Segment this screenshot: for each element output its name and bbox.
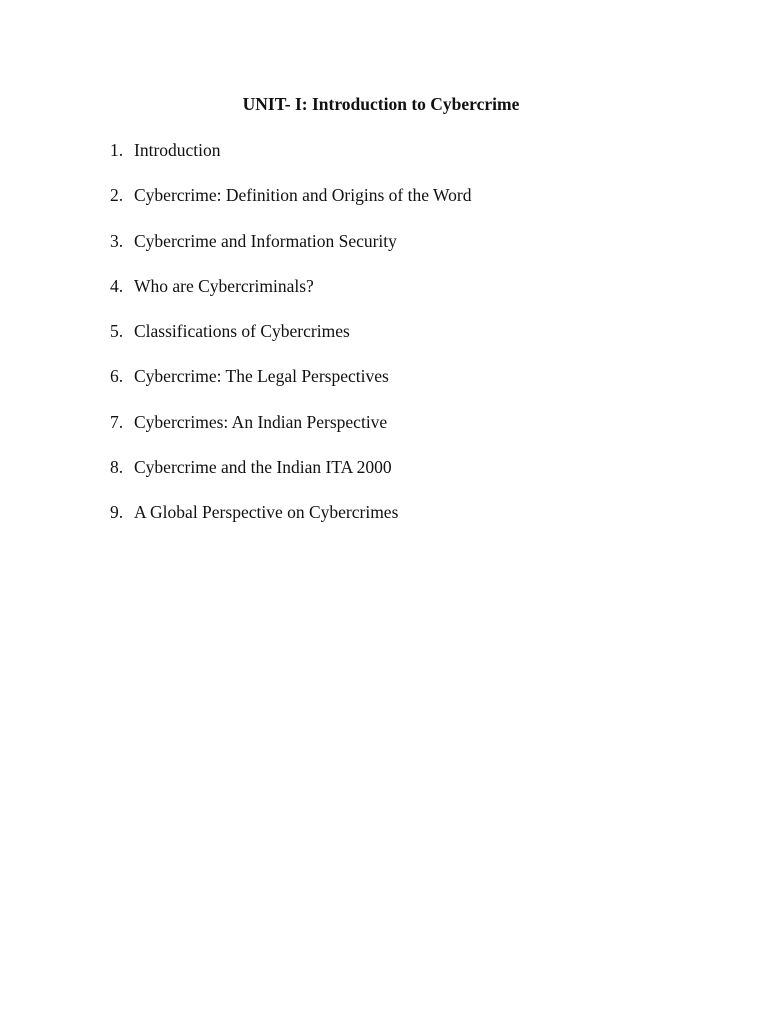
topic-number: 7. xyxy=(110,411,124,432)
topic-item xyxy=(110,364,472,409)
topic-text: Classifications of Cybercrimes xyxy=(134,321,350,342)
topic-number: 9. xyxy=(110,502,124,523)
topic-item xyxy=(110,138,472,183)
topic-text: Who are Cybercriminals? xyxy=(134,275,314,296)
topic-text: Introduction xyxy=(134,140,221,160)
topic-number: 3. xyxy=(110,230,124,251)
topic-number: 1. xyxy=(110,140,124,160)
topic-item xyxy=(110,410,472,455)
topic-number: 4. xyxy=(110,275,124,296)
topic-item xyxy=(110,319,472,364)
topic-text: Cybercrime and Information Security xyxy=(134,230,397,251)
topic-number: 8. xyxy=(110,457,124,478)
topic-item xyxy=(110,183,472,228)
topic-text: Cybercrime: Definition and Origins of the Word xyxy=(134,185,472,206)
topic-item xyxy=(110,500,472,545)
topic-text: Cybercrime: The Legal Perspectives xyxy=(134,366,389,387)
topic-item xyxy=(110,274,472,319)
topic-text: Cybercrime and the Indian ITA 2000 xyxy=(134,457,392,478)
topic-number: 6. xyxy=(110,366,124,387)
topic-text: A Global Perspective on Cybercrimes xyxy=(134,502,399,523)
topic-number: 2. xyxy=(110,185,124,206)
topic-number: 5. xyxy=(110,321,124,342)
topic-item xyxy=(110,455,472,500)
document-title: UNIT- I: Introduction to Cybercrime xyxy=(242,94,520,114)
topic-item xyxy=(110,229,472,274)
topic-text: Cybercrimes: An Indian Perspective xyxy=(134,411,388,432)
topic-list xyxy=(110,138,472,546)
